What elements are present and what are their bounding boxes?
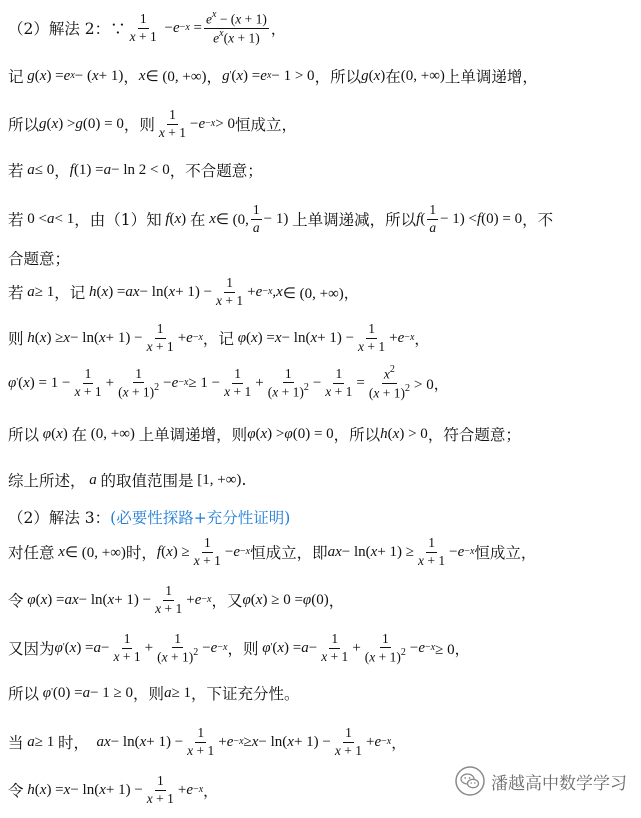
formula: φ ( x ) ≥ 0 = φ (0): [242, 591, 329, 608]
text: 在: [189, 211, 206, 229]
text: 合题意；: [8, 250, 71, 268]
text: 时，: [58, 734, 90, 752]
text: 在: [385, 68, 401, 86]
line-because-derivative: [8, 626, 635, 670]
highlight-text: (必要性探路+充分性证明): [110, 509, 291, 527]
text: 所以: [8, 426, 40, 444]
line-phi-derivative: [8, 362, 635, 404]
line-case-0-a-1: [8, 198, 635, 240]
line-h-bound: [8, 318, 635, 358]
text: ，下证充分性。: [191, 685, 300, 703]
text: 恒成立，即: [250, 544, 328, 562]
formula: f ( 1 a − 1) < f (0) = 0: [416, 202, 523, 235]
text: 若: [8, 162, 24, 180]
text: ，: [328, 592, 345, 610]
line-case-a-le-0: [8, 158, 635, 182]
line-conclusion: [8, 468, 635, 492]
text: 恒成立，: [474, 544, 537, 562]
text: 当: [8, 734, 24, 752]
formula: φ ( x ) > φ (0) = 0: [247, 425, 334, 442]
text: ，不: [522, 211, 554, 229]
formula: g ( x ) = e $^x$ − ( x + 1): [27, 67, 124, 84]
formula: f ( x ) ≥ 1 x + 1 − e $^{-x}$: [156, 535, 251, 568]
text: ，则: [123, 116, 155, 134]
text: 时，: [125, 544, 157, 562]
text: ，所以: [333, 426, 381, 444]
text: ，所以: [314, 68, 362, 86]
text: 上单调递减，所以: [292, 211, 417, 229]
text: 上单调递增，: [444, 68, 538, 86]
formula: φ ( x ): [42, 425, 72, 442]
formula: φ ( x ) = x − ln( x + 1) − 1 x + 1 + e $^{-x}$ ，: [237, 321, 430, 354]
text: ，记: [202, 330, 234, 348]
formula: ax − ln( x + 1) − 1 x + 1 + e $^{-x}$ ≥ x − ln( x + 1) − 1 x + 1 + e $^{-x}$ ，: [96, 725, 407, 758]
formula: 1 x + 1 − e $^{-x}$ > 0: [158, 107, 235, 140]
formula: φ ' ( x ) = 1 − 1 x + 1 + 1 $(x + 1)^2$ − e $^{-x}$ ≥ 1 − 1 x + 1 + 1 $(x + 1)^2$ − 1 x + 1 = $x^2$ $(x + 1)^2$ > 0，: [8, 363, 449, 400]
formula: φ ' (0) = a − 1 ≥ 0: [42, 684, 134, 701]
text: ，: [206, 68, 223, 86]
text: （2）解法 3：: [8, 509, 111, 527]
formula: h ( x ) ≥ x − ln( x + 1) − 1 x + 1 + e $^{-x}$: [27, 321, 203, 354]
text: ，不合题意；: [169, 162, 263, 180]
formula: x ∈ (0, +∞): [58, 543, 126, 561]
text: ，则: [227, 640, 259, 658]
text: ，符合题意；: [427, 426, 521, 444]
formula: φ ' ( x ) = a − 1 x + 1 + 1 $(x + 1)^2$ − e $^{-x}$: [54, 630, 228, 665]
formula: φ ( x ) = ax − ln( x + 1) − 1 x + 1 + e $^{-x}$: [27, 583, 212, 616]
formula: 1 x + 1 − e $^{-x}$ = $e^x - (x + 1)$ $e^x(x + 1)$ ，: [129, 8, 286, 45]
line-necessity: [8, 681, 635, 705]
text: 若: [8, 284, 24, 302]
line-phi-increasing: [8, 422, 635, 446]
formula: a ≤ 0: [27, 161, 55, 178]
formula: f (1) = a − ln 2 < 0: [69, 161, 170, 178]
line-g-positive: [8, 104, 635, 144]
text: 所以: [8, 116, 40, 134]
text: 对任意: [8, 544, 55, 562]
text: 令: [8, 782, 24, 800]
text: 则: [8, 330, 24, 348]
formula: x ∈ (0, +∞): [138, 67, 207, 85]
line-solution-3-header: [8, 505, 635, 529]
text: 若: [8, 211, 24, 229]
formula: [1, +∞): [193, 471, 242, 488]
text: 记: [8, 68, 24, 86]
watermark-text: 潘越高中数学学习: [491, 773, 627, 794]
text: （2）解法 2：∵: [8, 20, 126, 38]
line-not-fit: [8, 246, 635, 270]
formula: g ( x ) > g (0) = 0: [39, 115, 124, 132]
text: 令: [8, 592, 24, 610]
formula: h ( x ) = ax − ln( x + 1) − 1 x + 1 + e $^{-x}$ , x ∈ (0, +∞)，: [89, 275, 359, 308]
text: 综上所述，: [8, 472, 86, 490]
formula: a ≥ 1: [27, 733, 58, 750]
line-when-a-ge-1: [8, 722, 635, 762]
line-solution-2-header: [8, 8, 635, 48]
formula: (0, +∞): [400, 67, 445, 84]
formula: a ≥ 1: [27, 283, 55, 300]
formula: 0 < a < 1: [23, 210, 75, 227]
text: 恒成立，: [234, 116, 297, 134]
text: 又因为: [8, 640, 55, 658]
formula: ax − ln( x + 1) ≥ 1 x + 1 − e $^{-x}$: [327, 535, 475, 568]
formula: (0, +∞): [87, 425, 139, 442]
text: 的取值范围是: [100, 472, 194, 490]
formula: h ( x ) > 0: [380, 425, 428, 442]
text: 在: [71, 426, 88, 444]
formula: f ( x ): [165, 210, 190, 227]
formula: φ ' ( x ) = a − 1 x + 1 + 1 $(x + 1)^2$ − e $^{-x}$ ≥ 0，: [262, 630, 470, 665]
text: .: [241, 471, 247, 489]
formula: h ( x ) = x − ln( x + 1) − 1 x + 1 + e $^{-x}$ ，: [27, 773, 219, 806]
text: ，记: [54, 284, 86, 302]
line-let-phi: [8, 580, 635, 620]
text: ，: [123, 68, 139, 86]
formula: x ∈ (0, 1 a − 1): [209, 202, 293, 235]
text: ，由（1）知: [74, 211, 162, 229]
text: ，则: [133, 685, 165, 703]
text: ，又: [211, 592, 243, 610]
text: 上单调递增，则: [138, 426, 248, 444]
text: ，: [54, 162, 70, 180]
line-define-g: [8, 64, 635, 88]
line-for-any-x: [8, 532, 635, 572]
formula: g ' ( x ) = e $^x$ − 1 > 0: [222, 67, 315, 84]
wechat-icon: [455, 766, 485, 796]
watermark: [455, 766, 627, 796]
formula: g ( x ): [361, 67, 386, 84]
line-case-a-ge-1: [8, 272, 635, 312]
text: 所以: [8, 685, 40, 703]
formula: a: [89, 471, 97, 488]
formula: a ≥ 1: [164, 684, 192, 701]
